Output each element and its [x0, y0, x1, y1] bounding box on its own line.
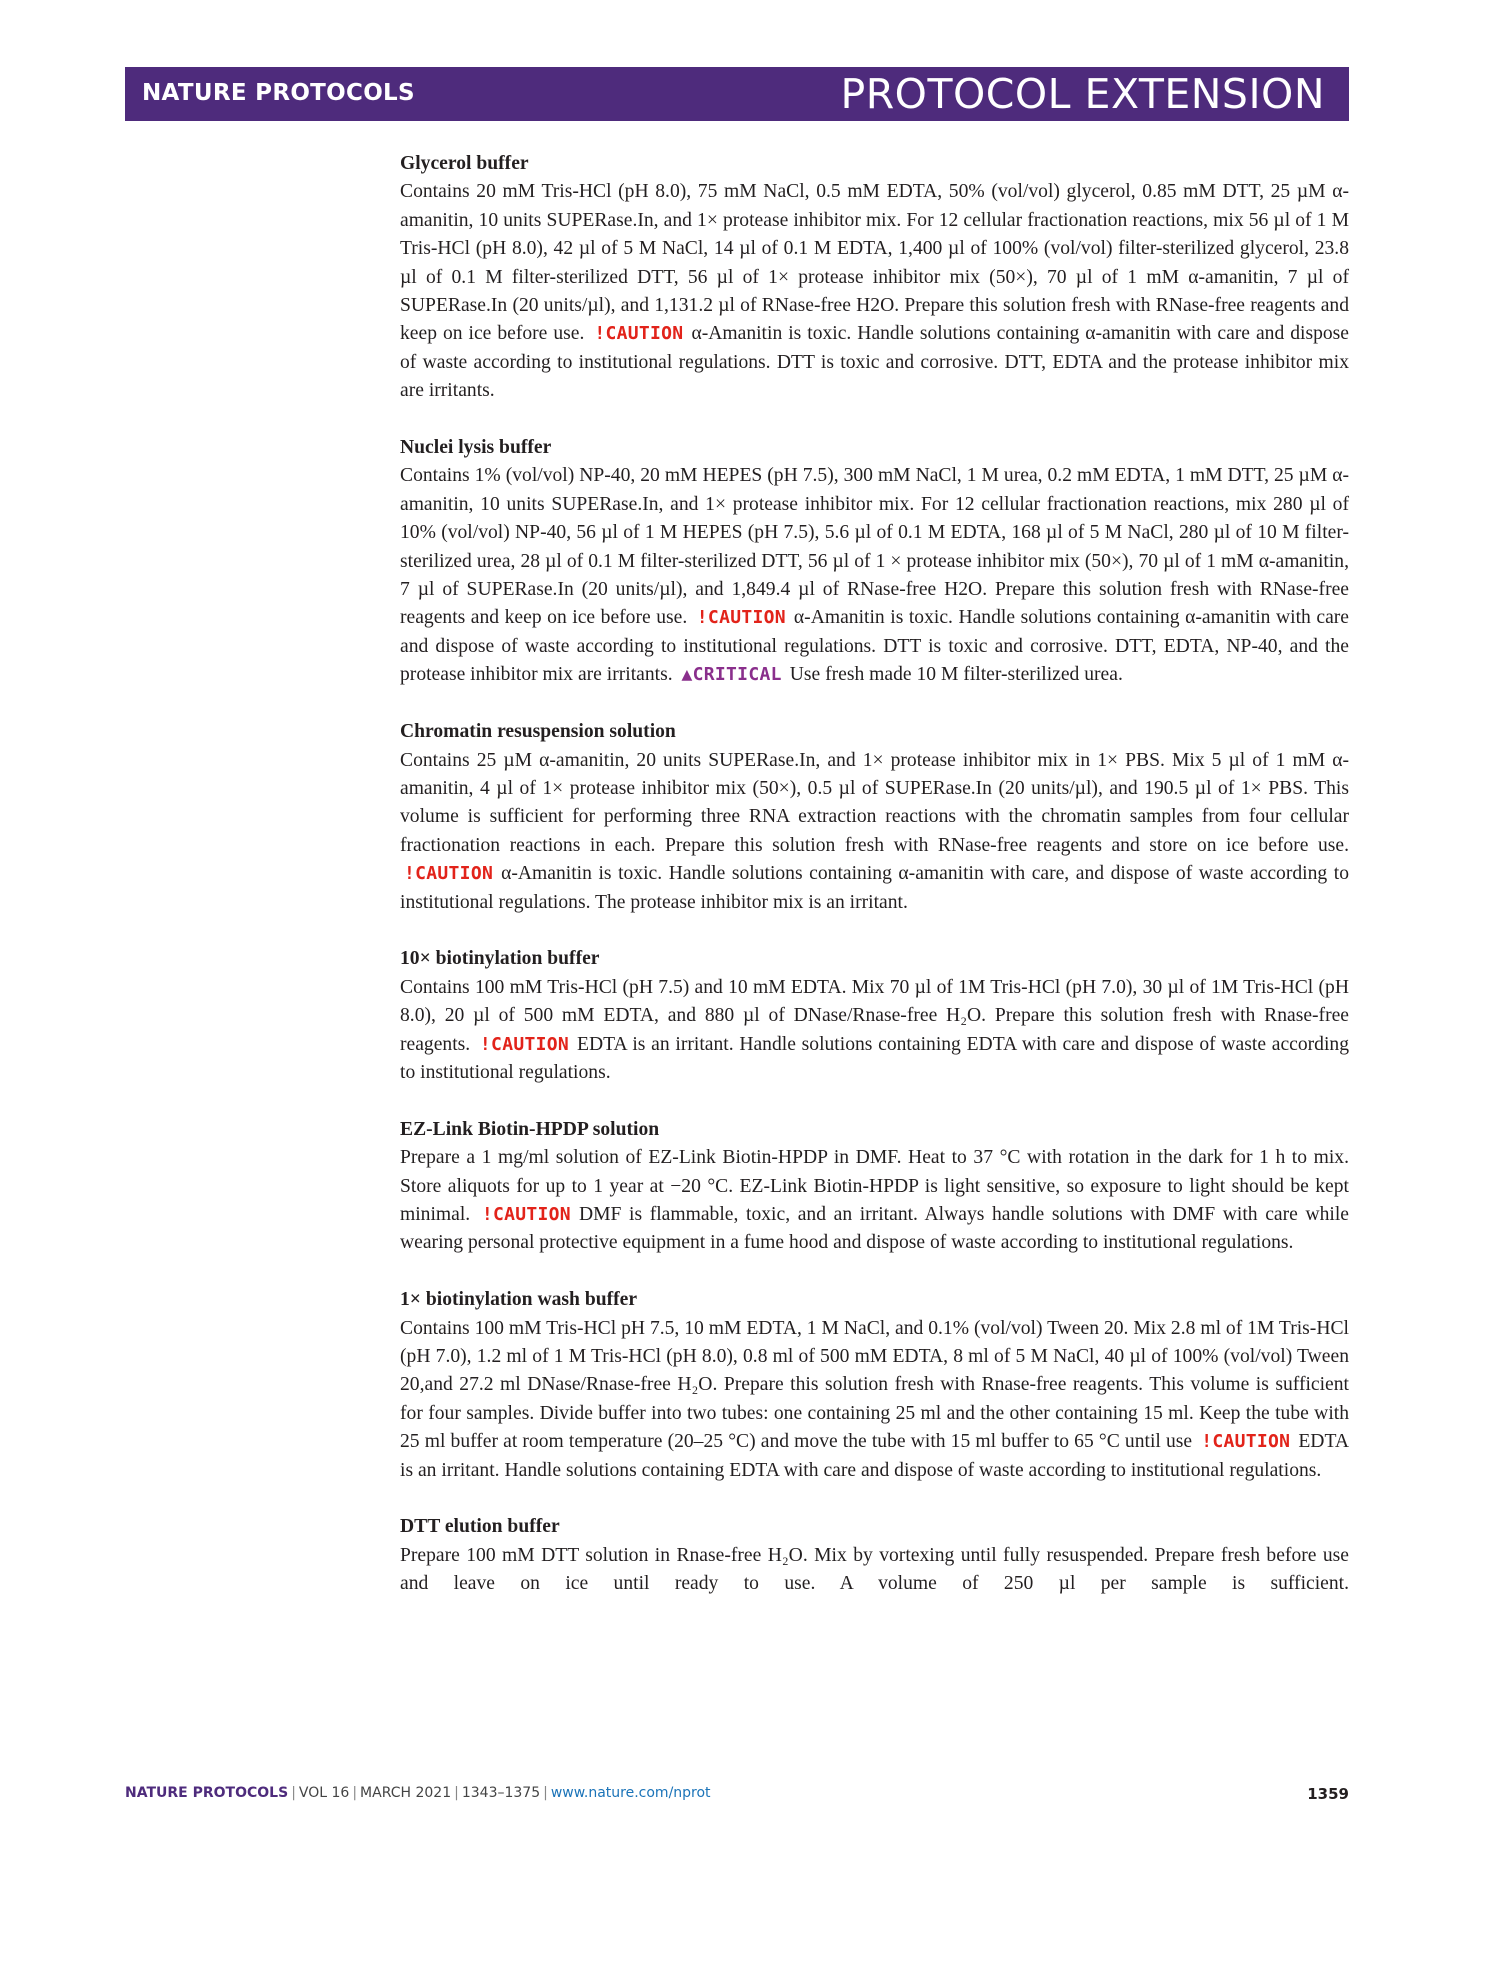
body-text: Use fresh made 10 M filter-sterilized urea.	[789, 664, 1123, 686]
footer-volume: VOL 16	[298, 1785, 350, 1801]
section-heading: Chromatin resuspension solution	[400, 721, 676, 743]
reagent-section	[400, 945, 1349, 1087]
body-text: Contains 100 mM Tris-HCl pH 7.5, 10 mM EDTA, 1 M NaCl, and 0.1% (vol/vol) Tween 20. Mix 2.8 ml of 1M Tris-HCl (pH 7.0), 1.2 ml of 1 M Tris-HCl (pH 8.0), 0.8 ml of 500 mM EDTA, 8 ml of 5 M NaCl, 40 µl of 100% (vol/vol) Tween 20,and 27.2 ml DNase/Rnase-free H₂O. Prepare this solution fresh with Rnase-free reagents. This volume is sufficient for four samples. Divide buffer into two tubes: one containing 25 ml and the other containing 15 ml. Keep the tube with 25 ml buffer at room temperature (20–25 °C) and move the tube with 15 ml buffer to 65 °C until use	[400, 1317, 1349, 1453]
body-text: Prepare a 1 mg/ml solution of EZ-Link Biotin-HPDP in DMF. Heat to 37 °C with rotation in the dark for 1 h to mix. Store aliquots for up to 1 year at −20 °C. EZ-Link Biotin-HPDP is light sensitive, so exposure to light should be kept minimal.	[400, 1147, 1349, 1225]
body-text: α-Amanitin is toxic. Handle solutions containing α-amanitin with care and dispose of waste according to institutional regulations. DTT is toxic and corrosive. DTT, EDTA, NP-40, and the protease inhibitor mix are irritants.	[400, 607, 1349, 686]
section-body	[400, 462, 1349, 689]
section-heading: 1× biotinylation wash buffer	[400, 1289, 638, 1311]
body-text: α-Amanitin is toxic. Handle solutions containing α-amanitin with care, and dispose of waste according to institutional regulations. The protease inhibitor mix is an irritant.	[400, 863, 1349, 913]
caution-label: !CAUTION	[594, 323, 684, 345]
section-body	[400, 747, 1349, 917]
section-body	[400, 974, 1349, 1088]
body-text: α-Amanitin is toxic. Handle solutions containing α-amanitin with care and dispose of waste according to institutional regulations. DTT is toxic and corrosive. DTT, EDTA and the protease inhibitor mix are irritants.	[400, 323, 1349, 402]
body-text: Prepare 100 mM DTT solution in Rnase-free H₂O. Mix by vortexing until fully resuspended. Prepare fresh before use and leave on ice until ready to use. A volume of 250 µl per sample is sufficient.	[400, 1544, 1349, 1595]
body-text: EDTA is an irritant. Handle solutions containing EDTA with care and dispose of waste according to institutional regulations.	[400, 1033, 1350, 1083]
caution-label: !CAUTION	[481, 1203, 571, 1225]
body-text: DMF is flammable, toxic, and an irritant. Always handle solutions with DMF with care while wearing personal protective equipment in a fume hood and dispose of waste according to institutional regulations.	[400, 1203, 1349, 1254]
section-body	[400, 1315, 1349, 1485]
footer-date: MARCH 2021	[360, 1785, 452, 1801]
section-heading: Nuclei lysis buffer	[400, 437, 552, 459]
section-body	[400, 1542, 1349, 1599]
section-heading: DTT elution buffer	[400, 1516, 560, 1538]
footer-journal-name: NATURE PROTOCOLS	[125, 1785, 289, 1801]
reagent-section	[400, 150, 1349, 406]
footer: NATURE PROTOCOLS | VOL 16 | MARCH 2021 | 1343–1375 | www.nature.com/nprot 1359	[125, 1785, 1349, 1803]
header-bar	[125, 67, 1349, 121]
caution-label: !CAUTION	[404, 863, 494, 885]
body-text: Contains 20 mM Tris-HCl (pH 8.0), 75 mM NaCl, 0.5 mM EDTA, 50% (vol/vol) glycerol, 0.85 mM DTT, 25 µM α-amanitin, 10 units SUPERase.In, and 1× protease inhibitor mix. For 12 cellular fractionation reactions, mix 56 µl of 1 M Tris-HCl (pH 8.0), 42 µl of 5 M NaCl, 14 µl of 0.1 M EDTA, 1,400 µl of 100% (vol/vol) filter-sterilized glycerol, 23.8 µl of 0.1 M filter-sterilized DTT, 56 µl of 1× protease inhibitor mix (50×), 70 µl of 1 mM α-amanitin, 7 µl of SUPERase.In (20 units/µl), and 1,131.2 µl of RNase-free H2O. Prepare this solution fresh with RNase-free reagents and keep on ice before use.	[400, 181, 1349, 345]
reagent-section	[400, 718, 1349, 917]
reagent-section	[400, 1513, 1349, 1598]
critical-label: ▲CRITICAL	[681, 664, 782, 686]
section-heading: Glycerol buffer	[400, 153, 529, 174]
reagent-section	[400, 1286, 1349, 1485]
body-text: Contains 100 mM Tris-HCl (pH 7.5) and 10 mM EDTA. Mix 70 µl of 1M Tris-HCl (pH 7.0), 30 µl of 1M Tris-HCl (pH 8.0), 20 µl of 500 mM EDTA, and 880 µl of DNase/Rnase-free H₂O. Prepare this solution fresh with Rnase-free reagents.	[400, 976, 1349, 1055]
footer-pages: 1343–1375	[461, 1785, 541, 1801]
article-content	[400, 150, 1349, 1627]
footer-url-link[interactable]: www.nature.com/nprot	[550, 1785, 711, 1801]
section-heading: EZ-Link Biotin-HPDP solution	[400, 1118, 660, 1140]
section-body	[400, 178, 1349, 405]
section-body	[400, 1144, 1349, 1258]
caution-label: !CAUTION	[1201, 1431, 1291, 1453]
article-type-label: PROTOCOL EXTENSION	[840, 70, 1325, 118]
reagent-section	[400, 1116, 1349, 1258]
reagent-section	[400, 434, 1349, 690]
body-text: Contains 25 µM α-amanitin, 20 units SUPERase.In, and 1× protease inhibitor mix in 1× PBS. Mix 5 µl of 1 mM α-amanitin, 4 µl of 1× protease inhibitor mix (50×), 0.5 µl of SUPERase.In (20 units/µl), and 190.5 µl of 1× PBS. This volume is sufficient for performing three RNA extraction reactions with the chromatin samples from four cellular fractionation reactions in each. Prepare this solution fresh with RNase-free reagents and store on ice before use.	[400, 749, 1349, 856]
caution-label: !CAUTION	[479, 1033, 570, 1055]
caution-label: !CAUTION	[696, 607, 786, 629]
body-text: EDTA is an irritant. Handle solutions containing EDTA with care and dispose of waste according to institutional regulations.	[400, 1431, 1349, 1481]
body-text: Contains 1% (vol/vol) NP-40, 20 mM HEPES (pH 7.5), 300 mM NaCl, 1 M urea, 0.2 mM EDTA, 1 mM DTT, 25 µM α-amanitin, 10 units SUPERase.In, and 1× protease inhibitor mix. For 12 cellular fractionation reactions, mix 280 µl of 10% (vol/vol) NP-40, 56 µl of 1 M HEPES (pH 7.5), 5.6 µl of 0.1 M EDTA, 168 µl of 5 M NaCl, 280 µl of 10 M filter-sterilized urea, 28 µl of 0.1 M filter-sterilized DTT, 56 µl of 1 × protease inhibitor mix (50×), 70 µl of 1 mM α-amanitin, 7 µl of SUPERase.In (20 units/µl), and 1,849.4 µl of RNase-free H2O. Prepare this solution fresh with RNase-free reagents and keep on ice before use.	[400, 465, 1349, 629]
journal-name: NATURE PROTOCOLS	[142, 80, 415, 106]
section-heading: 10× biotinylation buffer	[400, 948, 600, 970]
page-number: 1359	[1307, 1785, 1349, 1803]
